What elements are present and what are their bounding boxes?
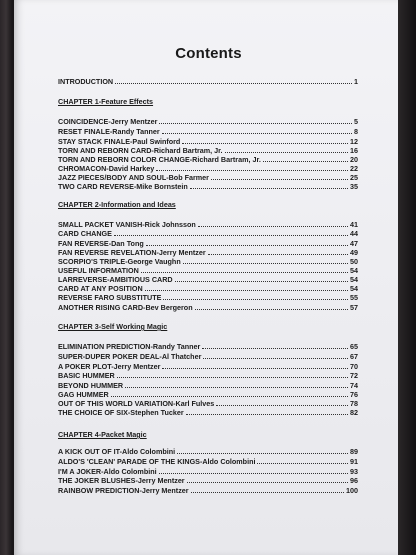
toc-entry-page: 82 — [350, 408, 358, 417]
toc-entry — [58, 126, 358, 136]
toc-entry — [58, 407, 358, 417]
dot-leader — [141, 272, 348, 273]
toc-entry-title: CHROMACON-David Harkey — [58, 164, 155, 173]
toc-entry-page: 44 — [350, 229, 358, 238]
dot-leader — [202, 348, 348, 349]
toc-entry-page: 12 — [350, 137, 358, 146]
dot-leader — [208, 254, 348, 255]
toc-entry-page: 54 — [350, 284, 358, 293]
dot-leader — [195, 309, 348, 310]
book-edge — [398, 0, 416, 555]
toc-entry-title: SUPER-DUPER POKER DEAL-Al Thatcher — [58, 352, 202, 361]
toc-entry-page: 35 — [350, 182, 358, 191]
toc-entry — [58, 475, 358, 485]
toc-entry-page: 8 — [354, 127, 358, 136]
dot-leader — [186, 414, 348, 415]
dot-leader — [182, 143, 348, 144]
toc-entry-title: THE CHOICE OF SIX-Stephen Tucker — [58, 408, 184, 417]
toc-entry-page: 54 — [350, 266, 358, 275]
toc-entry-title: REVERSE FARO SUBSTITUTE — [58, 293, 162, 302]
dot-leader — [183, 263, 348, 264]
toc-entry-title: SMALL PACKET VANISH-Rick Johnsson — [58, 220, 196, 229]
toc-entry-title: BEYOND HUMMER — [58, 381, 124, 390]
toc-entry-title: ELIMINATION PREDICTION-Randy Tanner — [58, 342, 201, 351]
toc-entry — [58, 228, 358, 238]
dot-leader — [175, 281, 348, 282]
chapter-heading-4: CHAPTER 4-Packet Magic — [58, 430, 147, 439]
toc-entry-page: 76 — [350, 390, 358, 399]
chapter-heading-2: CHAPTER 2-Information and Ideas — [58, 200, 176, 209]
toc-entry — [58, 446, 358, 456]
toc-entry — [58, 302, 358, 312]
toc-entry-page: 16 — [350, 146, 358, 155]
dot-leader — [190, 188, 348, 189]
toc-entry-page: 1 — [354, 77, 358, 86]
toc-entry-title: INTRODUCTION — [58, 77, 114, 86]
toc-entry-title: A POKER PLOT-Jerry Mentzer — [58, 362, 161, 371]
toc-entry-page: 20 — [350, 155, 358, 164]
toc-entry-page: 5 — [354, 117, 358, 126]
dot-leader — [187, 482, 348, 483]
toc-entry-page: 72 — [350, 371, 358, 380]
dot-leader — [263, 161, 348, 162]
toc-entry — [58, 292, 358, 302]
toc-entry-title: I'M A JOKER-Aldo Colombini — [58, 467, 157, 476]
dot-leader — [198, 226, 348, 227]
toc-entry-page: 93 — [350, 467, 358, 476]
toc-entry-title: ALDO'S 'CLEAN' PARADE OF THE KINGS-Aldo Colombini — [58, 457, 256, 466]
toc-entry-page: 47 — [350, 239, 358, 248]
toc-entry — [58, 485, 358, 495]
toc-entry-page: 91 — [350, 457, 358, 466]
dot-leader — [177, 453, 348, 454]
toc-entry-title: A KICK OUT OF IT-Aldo Colombini — [58, 447, 176, 456]
dot-leader — [145, 290, 348, 291]
toc-entry-page: 41 — [350, 220, 358, 229]
toc-entry — [58, 341, 358, 351]
dot-leader — [115, 83, 352, 84]
toc-entry-page: 50 — [350, 257, 358, 266]
dot-leader — [125, 387, 348, 388]
toc-entry-title: BASIC HUMMER — [58, 371, 115, 380]
toc-entry-title: SCORPIO'S TRIPLE-George Vaughn — [58, 257, 181, 266]
dot-leader — [156, 170, 348, 171]
toc-entry — [58, 181, 358, 191]
toc-entry-title: FAN REVERSE-Dan Tong — [58, 239, 144, 248]
toc-entry-title: COINCIDENCE-Jerry Mentzer — [58, 117, 158, 126]
toc-entry-title: CARD AT ANY POSITION — [58, 284, 143, 293]
toc-entry-title: OUT OF THIS WORLD VARIATION-Karl Fulves — [58, 399, 215, 408]
toc-entry-title: THE JOKER BLUSHES-Jerry Mentzer — [58, 476, 185, 485]
toc-entry-page: 49 — [350, 248, 358, 257]
chapter-heading-1: CHAPTER 1-Feature Effects — [58, 97, 154, 106]
toc-entry-title: LARREVERSE-AMBITIOUS CARD — [58, 275, 173, 284]
toc-entry-title: USEFUL INFORMATION — [58, 266, 139, 275]
toc-entry-page: 100 — [346, 486, 358, 495]
toc-entry-title: RESET FINALE-Randy Tanner — [58, 127, 160, 136]
dot-leader — [191, 492, 344, 493]
toc-entry — [58, 116, 358, 126]
toc-entry-page: 54 — [350, 275, 358, 284]
toc-entry-page: 65 — [350, 342, 358, 351]
toc-entry — [58, 370, 358, 380]
toc-entry-title: STAY STACK FINALE-Paul Swinford — [58, 137, 181, 146]
toc-entry-title: RAINBOW PREDICTION-Jerry Mentzer — [58, 486, 189, 495]
toc-entry-page: 78 — [350, 399, 358, 408]
dot-leader — [163, 299, 348, 300]
toc-entry-title: GAG HUMMER — [58, 390, 109, 399]
toc-entry-page: 67 — [350, 352, 358, 361]
toc-entry-title: TWO CARD REVERSE-Mike Bornstein — [58, 182, 188, 191]
toc-entry-page: 25 — [350, 173, 358, 182]
toc-entry-title: TORN AND REBORN CARD-Richard Bartram, Jr. — [58, 146, 223, 155]
chapter-heading-3: CHAPTER 3-Self Working Magic — [58, 322, 168, 331]
toc-entry-page: 74 — [350, 381, 358, 390]
toc-entry-page: 57 — [350, 303, 358, 312]
dot-leader — [159, 123, 352, 124]
toc-entry-title: CARD CHANGE — [58, 229, 112, 238]
dot-leader — [114, 235, 348, 236]
dot-leader — [211, 179, 348, 180]
dot-leader — [216, 405, 348, 406]
dot-leader — [162, 133, 352, 134]
dot-leader — [203, 358, 348, 359]
toc-entry-title: JAZZ PIECES/BODY AND SOUL-Bob Farmer — [58, 173, 209, 182]
dot-leader — [225, 152, 348, 153]
toc-entry — [58, 351, 358, 361]
toc-entry-introduction — [58, 76, 358, 86]
toc-entry-page: 96 — [350, 476, 358, 485]
toc-entry-title: ANOTHER RISING CARD-Bev Bergeron — [58, 303, 193, 312]
toc-entry-page: 89 — [350, 447, 358, 456]
toc-entry-title: TORN AND REBORN COLOR CHANGE-Richard Bartram, Jr. — [58, 155, 261, 164]
dot-leader — [257, 463, 348, 464]
contents-page — [14, 0, 403, 555]
dot-leader — [146, 245, 348, 246]
toc-entry-page: 22 — [350, 164, 358, 173]
toc-entry-page: 55 — [350, 293, 358, 302]
dot-leader — [117, 377, 348, 378]
toc-entry — [58, 456, 358, 466]
dot-leader — [159, 473, 348, 474]
dot-leader — [162, 368, 348, 369]
dot-leader — [111, 396, 348, 397]
toc-entry-page: 70 — [350, 362, 358, 371]
page-title: Contents — [175, 45, 242, 62]
toc-entry-title: FAN REVERSE REVELATION-Jerry Mentzer — [58, 248, 206, 257]
